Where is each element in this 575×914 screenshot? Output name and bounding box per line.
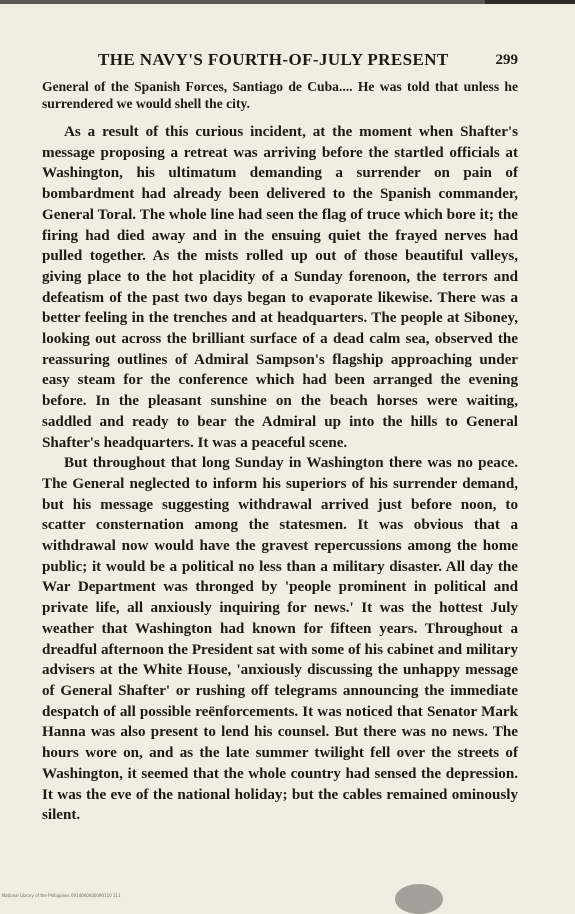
running-title: THE NAVY'S FOURTH-OF-JULY PRESENT xyxy=(98,50,449,69)
body-paragraph: But throughout that long Sunday in Washington there was no peace. The General neglected to inform his superiors of his surrender demand, but his message suggesting withdrawal arrived just before noon, to scatter consternation among the statesmen. It was obvious that a withdrawal now would have the gravest repercussions among the home public; it would be a political no less than a military disaster. All day the War Department was thronged by 'people prominent in political and private life, all anxiously inquiring for news.' It was the hottest July weather that Washington had known for fifteen years. Throughout a dreadful afternoon the President sat with some of his cabinet and military advisers at the White House, 'anxiously discussing the unhappy message of General Shafter' or rushing off telegrams announcing the immediate despatch of all possible reënforcements. It was noticed that Senator Mark Hanna was also present to lend his counsel. But there was no news. The hours wore on, and as the late summer twilight fell over the streets of Washington, it seemed that the whole country had sensed the depression. It was the eve of the national holiday; but the cables remained ominously silent. xyxy=(42,455,518,824)
page-number: 299 xyxy=(495,52,518,68)
quoted-passage: General of the Spanish Forces, Santiago de Cuba.... He was told that unless he surrendered we would shell the city. xyxy=(42,79,518,111)
scan-footer: National Library of the Philippines 0014000000090110 111 xyxy=(2,893,121,898)
body-paragraph: As a result of this curious incident, at the moment when Shafter's message proposing a retreat was arriving before the startled officials at Washington, his ultimatum demanding a surrender on pain of bombardment had already been delivered to the Spanish commander, General Toral. The whole line had seen the flag of truce which bore it; the firing had died away and in the ensuing quiet the frayed nerves had pulled together. As the mists rolled up out of those beautiful valleys, giving place to the hot placidity of a Sunday forenoon, the terrors and defeatism of the past two days began to evaporate likewise. There was a better feeling in the trenches and at headquarters. The people at Siboney, looking out across the brilliant surface of a dead calm sea, observed the reassuring outlines of Admiral Sampson's flagship approaching under easy steam for the conference which had been arranged the evening before. In the pleasant sunshine on the beach horses were waiting, saddled and ready to bear the Admiral up into the hills to General Shafter's headquarters. It was a peaceful scene. xyxy=(42,124,518,451)
running-head xyxy=(42,50,518,76)
scan-top-edge-corner xyxy=(485,0,575,4)
thumb-shadow xyxy=(395,884,443,914)
book-page xyxy=(42,50,518,826)
